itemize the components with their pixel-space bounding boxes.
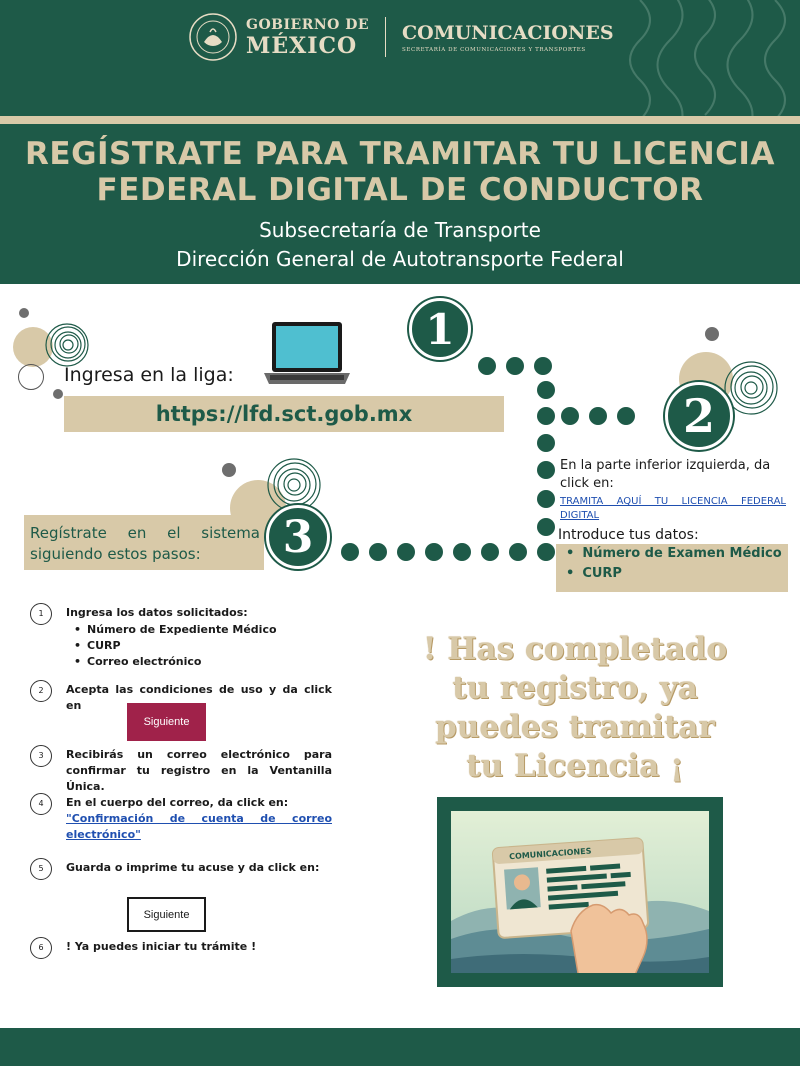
path-dot bbox=[506, 357, 524, 375]
sub-step-text: En el cuerpo del correo, da click en: bbox=[66, 796, 289, 809]
step-3-badge: 3 bbox=[266, 505, 330, 569]
tramita-link[interactable]: TRAMITA AQUÍ TU LICENCIA FEDERAL DIGITAL bbox=[560, 496, 786, 521]
path-dot bbox=[478, 357, 496, 375]
step-1-label: Ingresa en la liga: bbox=[64, 364, 234, 386]
path-dot bbox=[481, 543, 499, 561]
confirmation-link[interactable]: "Confirmación de cuenta de correo electrónico" bbox=[66, 812, 332, 841]
sub-step-text: Guarda o imprime tu acuse y da click en: bbox=[66, 861, 320, 874]
url-box bbox=[64, 396, 504, 432]
comunicaciones-label: COMUNICACIONES bbox=[402, 21, 614, 44]
completed-message bbox=[395, 630, 755, 786]
national-seal-icon bbox=[188, 12, 238, 62]
path-dot bbox=[537, 518, 555, 536]
ornament-texture bbox=[620, 0, 800, 116]
path-dot bbox=[425, 543, 443, 561]
path-dot bbox=[534, 357, 552, 375]
deco-dot bbox=[222, 463, 236, 477]
sub-step-text: ! Ya puedes iniciar tu trámite ! bbox=[66, 940, 257, 953]
step-2-data-box bbox=[556, 526, 788, 592]
deco-dot bbox=[19, 308, 29, 318]
path-dot bbox=[537, 490, 555, 508]
gold-divider bbox=[0, 116, 800, 124]
sub-step-number: 5 bbox=[30, 858, 52, 880]
subtitle-2: Dirección General de Autotransporte Federal bbox=[176, 247, 624, 271]
list-item: • CURP bbox=[566, 564, 782, 584]
path-dot bbox=[397, 543, 415, 561]
laptop-icon bbox=[262, 321, 352, 385]
step-3-text: Regístrate en el sistema siguiendo estos pasos: bbox=[30, 524, 260, 563]
path-dot bbox=[453, 543, 471, 561]
title-band bbox=[0, 124, 800, 284]
sub-step-text: Ingresa los datos solicitados: bbox=[66, 606, 248, 619]
title-line-1: REGÍSTRATE PARA TRAMITAR TU LICENCIA bbox=[25, 136, 775, 172]
list-item: • CURP bbox=[66, 638, 332, 654]
siguiente-button[interactable]: Siguiente bbox=[127, 703, 206, 741]
sub-step-number: 3 bbox=[30, 745, 52, 767]
siguiente-outline-button[interactable]: Siguiente bbox=[127, 897, 206, 932]
path-dot bbox=[617, 407, 635, 425]
sub-step-text: Acepta las condiciones de uso y da click en bbox=[66, 683, 332, 712]
sub-step-number: 6 bbox=[30, 937, 52, 959]
list-item: • Correo electrónico bbox=[66, 654, 332, 670]
path-dot bbox=[537, 381, 555, 399]
completed-line: ! Has completado bbox=[422, 631, 728, 667]
path-dot bbox=[341, 543, 359, 561]
deco-dot bbox=[53, 389, 63, 399]
footer-bar bbox=[0, 1028, 800, 1066]
header-bar bbox=[0, 0, 800, 116]
license-card-image bbox=[451, 811, 709, 973]
path-dot bbox=[509, 543, 527, 561]
page-title bbox=[0, 136, 800, 208]
list-item: • Número de Examen Médico bbox=[566, 544, 782, 564]
sub-step-number: 1 bbox=[30, 603, 52, 625]
step-2-list bbox=[566, 544, 782, 584]
completed-line: tu Licencia ¡ bbox=[466, 748, 684, 784]
sub-step-text: Recibirás un correo electrónico para confirmar tu registro en la Ventanilla Única. bbox=[66, 748, 332, 793]
completed-line: tu registro, ya bbox=[452, 670, 698, 706]
completed-line: puedes tramitar bbox=[435, 709, 715, 745]
gobierno-label: GOBIERNO DE bbox=[246, 16, 370, 33]
step-2-instruction: En la parte inferior izquierda, da click en: bbox=[560, 458, 771, 491]
title-line-2: FEDERAL DIGITAL DE CONDUCTOR bbox=[96, 172, 704, 208]
sub-step-number: 2 bbox=[30, 680, 52, 702]
intro-label: Introduce tus datos: bbox=[556, 526, 788, 544]
path-dot bbox=[537, 543, 555, 561]
path-dot bbox=[369, 543, 387, 561]
path-dot bbox=[537, 407, 555, 425]
mexico-label: MÉXICO bbox=[246, 32, 358, 59]
deco-ring bbox=[18, 364, 44, 390]
url-link[interactable]: https://lfd.sct.gob.mx bbox=[155, 402, 413, 426]
card-brand: COMUNICACIONES bbox=[508, 846, 592, 862]
step-1-badge: 1 bbox=[409, 298, 471, 360]
logo-group bbox=[188, 12, 614, 62]
sub-step-number: 4 bbox=[30, 793, 52, 815]
step-2-badge: 2 bbox=[665, 382, 733, 450]
path-dot bbox=[561, 407, 579, 425]
license-illustration bbox=[437, 797, 723, 987]
list-item: • Número de Expediente Médico bbox=[66, 622, 332, 638]
subtitle-1: Subsecretaría de Transporte bbox=[259, 218, 541, 242]
path-dot bbox=[589, 407, 607, 425]
deco-dot bbox=[705, 327, 719, 341]
secretaria-label: SECRETARÍA DE COMUNICACIONES Y TRANSPORTES bbox=[402, 46, 586, 53]
path-dot bbox=[537, 461, 555, 479]
path-dot bbox=[537, 434, 555, 452]
spiral-icon bbox=[44, 322, 90, 368]
step-2-text-block bbox=[560, 457, 786, 523]
header-divider bbox=[385, 17, 386, 57]
step-3-box bbox=[24, 515, 264, 570]
